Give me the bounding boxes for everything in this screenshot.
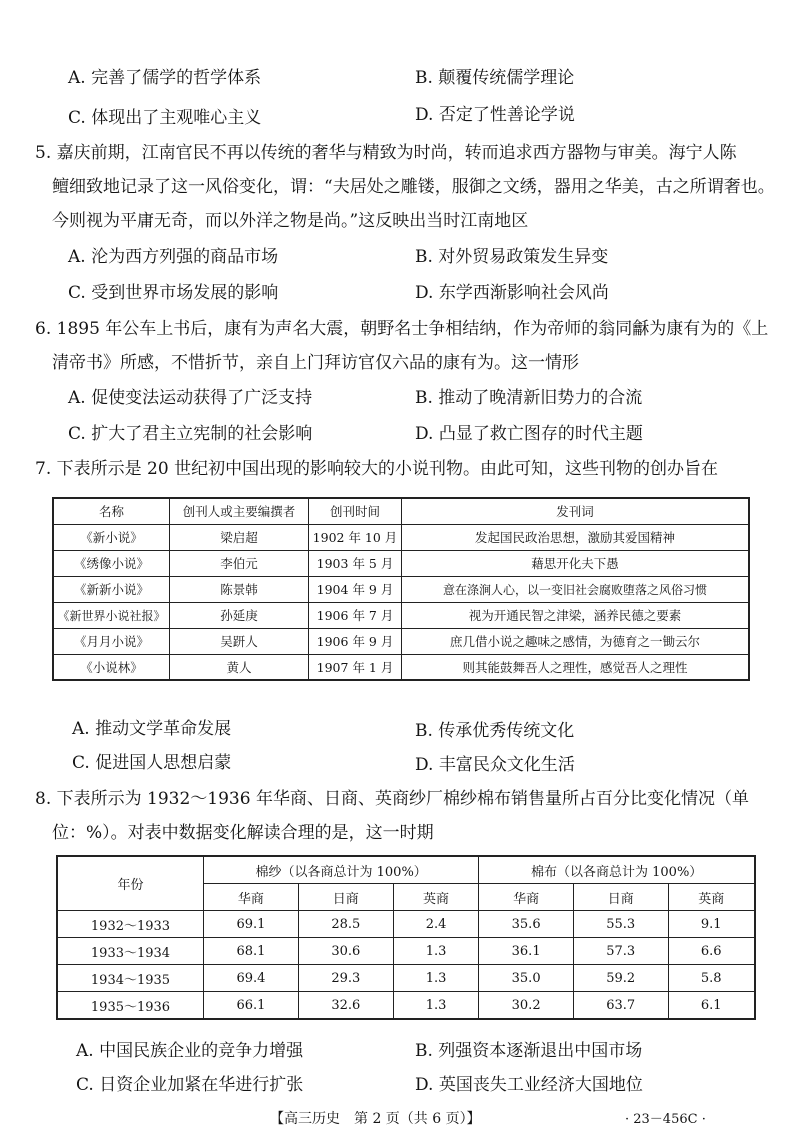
q7-option-c: C. 促进国人思想启蒙 bbox=[72, 753, 232, 773]
q6-option-a: A. 促使变法运动获得了广泛支持 bbox=[68, 388, 313, 408]
cell: 35.6 bbox=[479, 911, 574, 938]
cell: 1902 年 10 月 bbox=[309, 524, 402, 550]
cell: 意在涤涧人心，以一变旧社会腐败堕落之风俗习惯 bbox=[402, 576, 750, 602]
subheader: 日商 bbox=[573, 884, 668, 911]
subheader: 华商 bbox=[204, 884, 299, 911]
q4-option-c: C. 体现出了主观唯心主义 bbox=[68, 108, 262, 128]
cell: 1907 年 1 月 bbox=[309, 654, 402, 680]
cell: 陈景韩 bbox=[170, 576, 309, 602]
q5-option-d: D. 东学西渐影响社会风尚 bbox=[415, 283, 609, 303]
cell: 《新小说》 bbox=[53, 524, 170, 550]
subheader: 日商 bbox=[298, 884, 393, 911]
q5-option-c: C. 受到世界市场发展的影响 bbox=[68, 283, 279, 303]
q4-option-a: A. 完善了儒学的哲学体系 bbox=[68, 68, 262, 88]
cell: 1.3 bbox=[393, 938, 479, 965]
cell: 孙延庚 bbox=[170, 602, 309, 628]
q5-stem-line3: 今则视为平庸无奇，而以外洋之物是尚。”这反映出当时江南地区 bbox=[52, 211, 529, 231]
cell: 吴趼人 bbox=[170, 628, 309, 654]
header-cloth: 棉布（以各商总计为 100%） bbox=[479, 856, 755, 884]
subheader: 华商 bbox=[479, 884, 574, 911]
cell: 《绣像小说》 bbox=[53, 550, 170, 576]
cell: 57.3 bbox=[573, 938, 668, 965]
cell: 藉思开化夫下愚 bbox=[402, 550, 750, 576]
q5-option-b: B. 对外贸易政策发生异变 bbox=[415, 247, 609, 267]
cell: 63.7 bbox=[573, 992, 668, 1020]
header-editor: 创刊人或主要编撰者 bbox=[170, 498, 309, 524]
q7-option-d: D. 丰富民众文化生活 bbox=[415, 755, 575, 775]
cell: 30.6 bbox=[298, 938, 393, 965]
q6-stem-line2: 清帝书》所感，不惜折节，亲自上门拜访官仅六品的康有为。这一情形 bbox=[52, 353, 579, 373]
q4-option-b: B. 颠覆传统儒学理论 bbox=[415, 68, 575, 88]
cell: 1906 年 7 月 bbox=[309, 602, 402, 628]
q8-option-c: C. 日资企业加紧在华进行扩张 bbox=[76, 1075, 304, 1095]
q4-option-d: D. 否定了性善论学说 bbox=[415, 105, 575, 125]
cell: 庶几借小说之趣味之感情，为德育之一锄云尔 bbox=[402, 628, 750, 654]
table-row bbox=[57, 938, 755, 965]
cell: 1.3 bbox=[393, 992, 479, 1020]
cell: 66.1 bbox=[204, 992, 299, 1020]
cell: 6.6 bbox=[668, 938, 755, 965]
cell: 李伯元 bbox=[170, 550, 309, 576]
table-row bbox=[57, 911, 755, 938]
cell: 30.2 bbox=[479, 992, 574, 1020]
exam-code: · 23－456C · bbox=[625, 1112, 706, 1127]
q6-option-d: D. 凸显了救亡图存的时代主题 bbox=[415, 424, 643, 444]
q8-option-d: D. 英国丧失工业经济大国地位 bbox=[415, 1075, 643, 1095]
header-preface: 发刊词 bbox=[402, 498, 750, 524]
q8-stem-line1: 8. 下表所示为 1932～1936 年华商、日商、英商纱厂棉纱棉布销售量所占百分比变化情况（单 bbox=[35, 789, 749, 809]
q8-option-a: A. 中国民族企业的竞争力增强 bbox=[76, 1041, 304, 1061]
q5-option-a: A. 沦为西方列强的商品市场 bbox=[68, 247, 279, 267]
table-row bbox=[53, 654, 749, 680]
cell: 则其能鼓舞吾人之理性，感觉吾人之理性 bbox=[402, 654, 750, 680]
q7-stem: 7. 下表所示是 20 世纪初中国出现的影响较大的小说刊物。由此可知，这些刊物的创办旨在 bbox=[35, 459, 719, 479]
cell: 梁启超 bbox=[170, 524, 309, 550]
cell: 1.3 bbox=[393, 965, 479, 992]
header-yarn: 棉纱（以各商总计为 100%） bbox=[204, 856, 479, 884]
cell: 5.8 bbox=[668, 965, 755, 992]
page-footer: 【高三历史 第 2 页（共 6 页）】 bbox=[270, 1111, 481, 1127]
cell: 9.1 bbox=[668, 911, 755, 938]
cell: 32.6 bbox=[298, 992, 393, 1020]
table-row bbox=[57, 992, 755, 1020]
cell: 《新世界小说社报》 bbox=[53, 602, 170, 628]
cell: 1933～1934 bbox=[57, 938, 204, 965]
q8-table bbox=[56, 855, 756, 1020]
cell: 55.3 bbox=[573, 911, 668, 938]
header-name: 名称 bbox=[53, 498, 170, 524]
q7-table bbox=[52, 497, 750, 681]
cell: 《新新小说》 bbox=[53, 576, 170, 602]
header-year: 年份 bbox=[57, 856, 204, 911]
cell: 36.1 bbox=[479, 938, 574, 965]
q5-stem-line1: 5. 嘉庆前期，江南官民不再以传统的奢华与精致为时尚，转而追求西方器物与审美。海宁人陈 bbox=[35, 143, 737, 163]
cell: 69.4 bbox=[204, 965, 299, 992]
cell: 1932～1933 bbox=[57, 911, 204, 938]
q6-stem-line1: 6. 1895 年公车上书后，康有为声名大震，朝野名士争相结纳，作为帝师的翁同龢为康有为的《上 bbox=[35, 319, 769, 339]
q6-option-b: B. 推动了晚清新旧势力的合流 bbox=[415, 388, 643, 408]
cell: 28.5 bbox=[298, 911, 393, 938]
cell: 2.4 bbox=[393, 911, 479, 938]
cell: 1906 年 9 月 bbox=[309, 628, 402, 654]
cell: 68.1 bbox=[204, 938, 299, 965]
subheader: 英商 bbox=[668, 884, 755, 911]
q8-option-b: B. 列强资本逐渐退出中国市场 bbox=[415, 1041, 643, 1061]
cell: 黄人 bbox=[170, 654, 309, 680]
q7-option-a: A. 推动文学革命发展 bbox=[72, 719, 232, 739]
cell: 《小说林》 bbox=[53, 654, 170, 680]
cell: 69.1 bbox=[204, 911, 299, 938]
cell: 29.3 bbox=[298, 965, 393, 992]
q8-stem-line2: 位：%）。对表中数据变化解读合理的是，这一时期 bbox=[52, 823, 434, 843]
cell: 1934～1935 bbox=[57, 965, 204, 992]
table-header-row bbox=[53, 498, 749, 524]
table-row bbox=[53, 576, 749, 602]
subheader: 英商 bbox=[393, 884, 479, 911]
cell: 1935～1936 bbox=[57, 992, 204, 1020]
table-row bbox=[53, 628, 749, 654]
q7-option-b: B. 传承优秀传统文化 bbox=[415, 721, 575, 741]
q5-stem-line2: 鳣细致地记录了这一风俗变化，谓：“夫居处之雕镂，服御之文绣，器用之华美，古之所谓奢也。 bbox=[52, 177, 775, 197]
cell: 1904 年 9 月 bbox=[309, 576, 402, 602]
header-date: 创刊时间 bbox=[309, 498, 402, 524]
table-row bbox=[57, 965, 755, 992]
cell: 发起国民政治思想，激励其爱国精神 bbox=[402, 524, 750, 550]
cell: 视为开通民智之津梁，涵养民德之要素 bbox=[402, 602, 750, 628]
cell: 6.1 bbox=[668, 992, 755, 1020]
table-header-row bbox=[57, 856, 755, 884]
q6-option-c: C. 扩大了君主立宪制的社会影响 bbox=[68, 424, 313, 444]
cell: 35.0 bbox=[479, 965, 574, 992]
table-row bbox=[53, 524, 749, 550]
table-row bbox=[53, 550, 749, 576]
cell: 《月月小说》 bbox=[53, 628, 170, 654]
table-row bbox=[53, 602, 749, 628]
cell: 59.2 bbox=[573, 965, 668, 992]
cell: 1903 年 5 月 bbox=[309, 550, 402, 576]
